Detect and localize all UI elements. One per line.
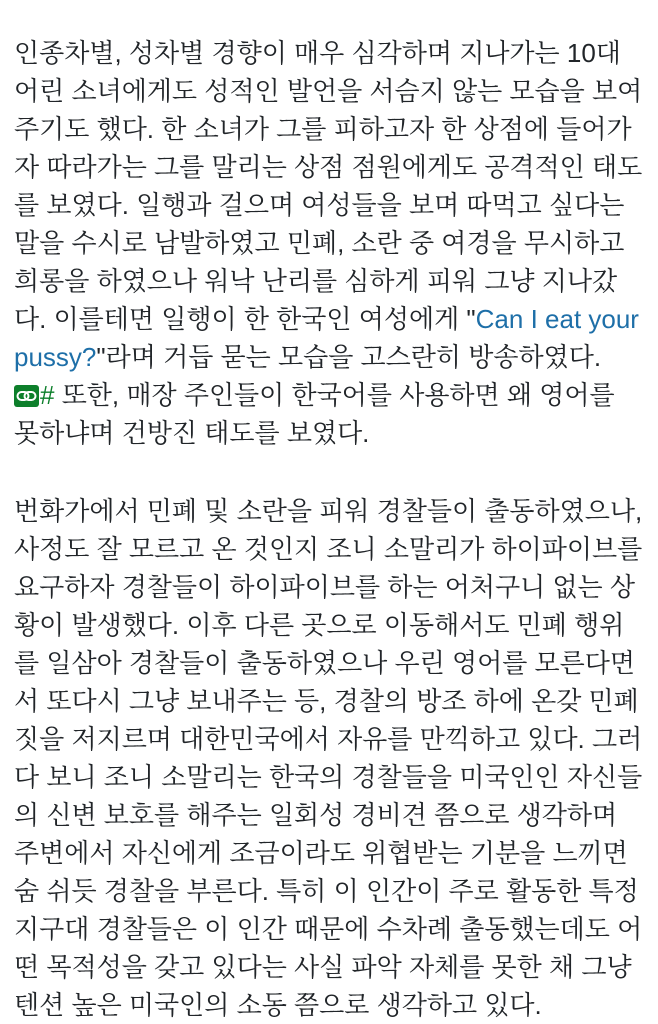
chain-link-icon (14, 385, 39, 407)
wiki-link[interactable]: Can I eat your pussy? (14, 304, 639, 372)
body-text: "라며 거듭 묻는 모습을 고스란히 방송하였다. (96, 342, 602, 372)
external-link-label: # (40, 380, 55, 410)
body-text: 또한, 매장 주인들이 한국어를 사용하면 왜 영어를 못하냐며 건방진 태도를 보였다. (14, 380, 615, 448)
paragraph (14, 492, 644, 1024)
external-link[interactable] (14, 380, 54, 410)
body-text: 인종차별, 성차별 경향이 매우 심각하며 지나가는 10대 어린 소녀에게도 성적인 발언을 서슴지 않는 모습을 보여주기도 했다. 한 소녀가 그를 피하고자 한 상점에 들어가자 따라가는 그를 말리는 상점 점원에게도 공격적인 태도를 보였다. 일행과 걸으며 여성들을 보며 따먹고 싶다는 말을 수시로 남발하였고 민폐, 소란 중 여경을 무시하고 희롱을 하였으나 워낙 난리를 심하게 피워 그냥 지나갔다. 이를테면 일행이 한 한국인 여성에게 " (14, 38, 643, 334)
paragraph (14, 34, 644, 452)
body-text: 번화가에서 민폐 및 소란을 피워 경찰들이 출동하였으나, 사정도 잘 모르고 온 것인지 조니 소말리가 하이파이브를 요구하자 경찰들이 하이파이브를 하는 어처구니 없는 상황이 발생했다. 이후 다른 곳으로 이동해서도 민폐 행위를 일삼아 경찰들이 출동하였으나 우린 영어를 모른다면서 또다시 그냥 보내주는 등, 경찰의 방조 하에 온갖 민폐 짓을 저지르며 대한민국에서 자유를 만끽하고 있다. 그러다 보니 조니 소말리는 한국의 경찰들을 미국인인 자신들의 신변 보호를 해주는 일회성 경비견 쯤으로 생각하며 주변에서 자신에게 조금이라도 위협받는 기분을 느끼면 숨 쉬듯 경찰을 부른다. 특히 이 인간이 주로 활동한 특정 지구대 경찰들은 이 인간 때문에 수차례 출동했는데도 어떤 목적성을 갖고 있다는 사실 파악 자체를 못한 채 그냥 텐션 높은 미국인의 소동 쯤으로 생각하고 있다. (14, 496, 643, 1020)
